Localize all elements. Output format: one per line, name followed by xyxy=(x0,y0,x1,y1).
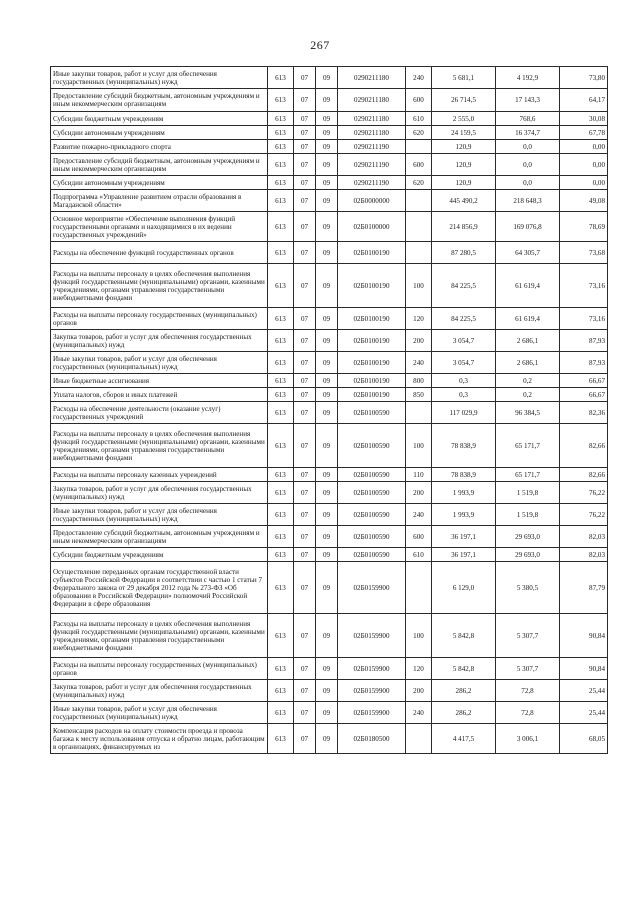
table-row xyxy=(51,388,608,402)
expense-type-cell: 620 xyxy=(406,126,432,140)
target-article-cell: 02Б0100000 xyxy=(338,212,406,242)
ministry-code-cell: 613 xyxy=(268,112,294,126)
ministry-code-cell: 613 xyxy=(268,190,294,212)
target-article-cell: 02Б0100190 xyxy=(338,352,406,374)
subsection-code-cell: 09 xyxy=(316,352,338,374)
execution-percent-cell: 0,00 xyxy=(560,154,608,176)
execution-percent-cell: 90,84 xyxy=(560,658,608,680)
subsection-code-cell: 09 xyxy=(316,562,338,614)
execution-percent-cell: 82,03 xyxy=(560,526,608,548)
ministry-code-cell: 613 xyxy=(268,352,294,374)
expense-type-cell: 200 xyxy=(406,482,432,504)
execution-percent-cell: 67,78 xyxy=(560,126,608,140)
subsection-code-cell: 09 xyxy=(316,504,338,526)
planned-amount-cell: 117 029,9 xyxy=(432,402,496,424)
actual-amount-cell: 5 307,7 xyxy=(496,658,560,680)
target-article-cell: 02Б0159900 xyxy=(338,680,406,702)
planned-amount-cell: 3 054,7 xyxy=(432,352,496,374)
execution-percent-cell: 66,67 xyxy=(560,374,608,388)
ministry-code-cell: 613 xyxy=(268,548,294,562)
actual-amount-cell: 16 374,7 xyxy=(496,126,560,140)
target-article-cell: 02Б0159900 xyxy=(338,702,406,724)
ministry-code-cell: 613 xyxy=(268,504,294,526)
ministry-code-cell: 613 xyxy=(268,140,294,154)
actual-amount-cell: 96 384,5 xyxy=(496,402,560,424)
expense-type-cell xyxy=(406,242,432,264)
subsection-code-cell: 09 xyxy=(316,402,338,424)
section-code-cell: 07 xyxy=(294,504,316,526)
ministry-code-cell: 613 xyxy=(268,242,294,264)
ministry-code-cell: 613 xyxy=(268,126,294,140)
execution-percent-cell: 68,05 xyxy=(560,724,608,754)
subsection-code-cell: 09 xyxy=(316,526,338,548)
expense-type-cell: 100 xyxy=(406,614,432,658)
expense-type-cell: 200 xyxy=(406,680,432,702)
section-code-cell: 07 xyxy=(294,702,316,724)
planned-amount-cell: 78 838,9 xyxy=(432,424,496,468)
planned-amount-cell: 445 490,2 xyxy=(432,190,496,212)
planned-amount-cell: 0,3 xyxy=(432,374,496,388)
actual-amount-cell: 0,2 xyxy=(496,388,560,402)
actual-amount-cell: 29 693,0 xyxy=(496,526,560,548)
actual-amount-cell: 1 519,8 xyxy=(496,504,560,526)
table-row xyxy=(51,264,608,308)
table-row xyxy=(51,424,608,468)
expense-type-cell: 850 xyxy=(406,388,432,402)
ministry-code-cell: 613 xyxy=(268,89,294,112)
expense-type-cell: 100 xyxy=(406,264,432,308)
expense-name-cell: Развитие пожарно-прикладного спорта xyxy=(51,140,268,154)
actual-amount-cell: 5 307,7 xyxy=(496,614,560,658)
section-code-cell: 07 xyxy=(294,352,316,374)
section-code-cell: 07 xyxy=(294,212,316,242)
section-code-cell: 07 xyxy=(294,614,316,658)
actual-amount-cell: 218 648,3 xyxy=(496,190,560,212)
ministry-code-cell: 613 xyxy=(268,330,294,352)
expense-name-cell: Расходы на выплаты персоналу государственных (муниципальных) органов xyxy=(51,308,268,330)
execution-percent-cell: 49,08 xyxy=(560,190,608,212)
actual-amount-cell: 2 686,1 xyxy=(496,352,560,374)
subsection-code-cell: 09 xyxy=(316,154,338,176)
expense-name-cell: Закупка товаров, работ и услуг для обеспечения государственных (муниципальных) нужд xyxy=(51,482,268,504)
expense-type-cell: 600 xyxy=(406,89,432,112)
execution-percent-cell: 78,69 xyxy=(560,212,608,242)
expense-type-cell: 610 xyxy=(406,112,432,126)
budget-table xyxy=(50,66,608,754)
subsection-code-cell: 09 xyxy=(316,658,338,680)
expense-type-cell xyxy=(406,212,432,242)
expense-type-cell xyxy=(406,562,432,614)
expense-type-cell: 600 xyxy=(406,526,432,548)
expense-name-cell: Расходы на выплаты персоналу казенных учреждений xyxy=(51,468,268,482)
ministry-code-cell: 613 xyxy=(268,374,294,388)
execution-percent-cell: 30,08 xyxy=(560,112,608,126)
target-article-cell: 02Б0100590 xyxy=(338,548,406,562)
table-row xyxy=(51,176,608,190)
expense-name-cell: Субсидии бюджетным учреждениям xyxy=(51,112,268,126)
actual-amount-cell: 72,8 xyxy=(496,702,560,724)
section-code-cell: 07 xyxy=(294,330,316,352)
target-article-cell: 02Б0100590 xyxy=(338,402,406,424)
table-row xyxy=(51,614,608,658)
section-code-cell: 07 xyxy=(294,176,316,190)
target-article-cell: 02Б0159900 xyxy=(338,562,406,614)
subsection-code-cell: 09 xyxy=(316,67,338,89)
actual-amount-cell: 72,8 xyxy=(496,680,560,702)
expense-name-cell: Подпрограмма «Управление развитием отрасли образования в Магаданской области» xyxy=(51,190,268,212)
table-row xyxy=(51,468,608,482)
expense-type-cell xyxy=(406,724,432,754)
target-article-cell: 02Б0100190 xyxy=(338,242,406,264)
table-row xyxy=(51,330,608,352)
actual-amount-cell: 0,2 xyxy=(496,374,560,388)
expense-name-cell: Иные закупки товаров, работ и услуг для обеспечения государственных (муниципальных) нужд xyxy=(51,504,268,526)
planned-amount-cell: 24 159,5 xyxy=(432,126,496,140)
actual-amount-cell: 0,0 xyxy=(496,176,560,190)
execution-percent-cell: 76,22 xyxy=(560,482,608,504)
actual-amount-cell: 64 305,7 xyxy=(496,242,560,264)
planned-amount-cell: 84 225,5 xyxy=(432,308,496,330)
planned-amount-cell: 87 280,5 xyxy=(432,242,496,264)
subsection-code-cell: 09 xyxy=(316,468,338,482)
execution-percent-cell: 0,00 xyxy=(560,140,608,154)
section-code-cell: 07 xyxy=(294,724,316,754)
expense-name-cell: Предоставление субсидий бюджетным, автономным учреждениям и иным некоммерческим организациям xyxy=(51,526,268,548)
section-code-cell: 07 xyxy=(294,154,316,176)
table-row xyxy=(51,112,608,126)
planned-amount-cell: 214 856,9 xyxy=(432,212,496,242)
target-article-cell: 0290211180 xyxy=(338,89,406,112)
subsection-code-cell: 09 xyxy=(316,702,338,724)
target-article-cell: 02Б0100190 xyxy=(338,308,406,330)
expense-type-cell: 610 xyxy=(406,548,432,562)
table-row xyxy=(51,724,608,754)
target-article-cell: 0290211180 xyxy=(338,112,406,126)
planned-amount-cell: 120,9 xyxy=(432,176,496,190)
planned-amount-cell: 3 054,7 xyxy=(432,330,496,352)
subsection-code-cell: 09 xyxy=(316,724,338,754)
section-code-cell: 07 xyxy=(294,548,316,562)
subsection-code-cell: 09 xyxy=(316,89,338,112)
section-code-cell: 07 xyxy=(294,482,316,504)
table-row xyxy=(51,67,608,89)
expense-type-cell: 240 xyxy=(406,702,432,724)
expense-name-cell: Предоставление субсидий бюджетным, автономным учреждениям и иным некоммерческим организациям xyxy=(51,89,268,112)
section-code-cell: 07 xyxy=(294,468,316,482)
subsection-code-cell: 09 xyxy=(316,680,338,702)
subsection-code-cell: 09 xyxy=(316,548,338,562)
section-code-cell: 07 xyxy=(294,89,316,112)
execution-percent-cell: 66,67 xyxy=(560,388,608,402)
subsection-code-cell: 09 xyxy=(316,190,338,212)
table-row xyxy=(51,702,608,724)
execution-percent-cell: 73,68 xyxy=(560,242,608,264)
planned-amount-cell: 0,3 xyxy=(432,388,496,402)
target-article-cell: 02Б0100590 xyxy=(338,468,406,482)
subsection-code-cell: 09 xyxy=(316,482,338,504)
table-row xyxy=(51,562,608,614)
expense-name-cell: Закупка товаров, работ и услуг для обеспечения государственных (муниципальных) нужд xyxy=(51,680,268,702)
table-row xyxy=(51,402,608,424)
planned-amount-cell: 5 842,8 xyxy=(432,658,496,680)
actual-amount-cell: 1 519,8 xyxy=(496,482,560,504)
section-code-cell: 07 xyxy=(294,242,316,264)
expense-name-cell: Иные закупки товаров, работ и услуг для обеспечения государственных (муниципальных) нужд xyxy=(51,67,268,89)
section-code-cell: 07 xyxy=(294,424,316,468)
actual-amount-cell: 2 686,1 xyxy=(496,330,560,352)
actual-amount-cell: 4 192,9 xyxy=(496,67,560,89)
target-article-cell: 0290211180 xyxy=(338,67,406,89)
actual-amount-cell: 5 380,5 xyxy=(496,562,560,614)
subsection-code-cell: 09 xyxy=(316,330,338,352)
planned-amount-cell: 36 197,1 xyxy=(432,526,496,548)
expense-type-cell: 620 xyxy=(406,176,432,190)
target-article-cell: 02Б0100190 xyxy=(338,264,406,308)
execution-percent-cell: 76,22 xyxy=(560,504,608,526)
ministry-code-cell: 613 xyxy=(268,402,294,424)
planned-amount-cell: 120,9 xyxy=(432,154,496,176)
section-code-cell: 07 xyxy=(294,658,316,680)
table-row xyxy=(51,190,608,212)
subsection-code-cell: 09 xyxy=(316,264,338,308)
expense-name-cell: Основное мероприятие «Обеспечение выполнения функций государственными органами и находящимися в их ведении государственных учреждений» xyxy=(51,212,268,242)
expense-name-cell: Расходы на выплаты персоналу в целях обеспечения выполнения функций государственными (муниципальными) органами, казенными учреждениями, органами управления государственными внебюджетными фондами xyxy=(51,614,268,658)
planned-amount-cell: 1 993,9 xyxy=(432,504,496,526)
planned-amount-cell: 120,9 xyxy=(432,140,496,154)
execution-percent-cell: 64,17 xyxy=(560,89,608,112)
planned-amount-cell: 78 838,9 xyxy=(432,468,496,482)
table-row xyxy=(51,154,608,176)
table-row xyxy=(51,89,608,112)
target-article-cell: 02Б0000000 xyxy=(338,190,406,212)
subsection-code-cell: 09 xyxy=(316,112,338,126)
execution-percent-cell: 73,80 xyxy=(560,67,608,89)
ministry-code-cell: 613 xyxy=(268,212,294,242)
expense-name-cell: Расходы на обеспечение функций государственных органов xyxy=(51,242,268,264)
ministry-code-cell: 613 xyxy=(268,562,294,614)
target-article-cell: 02Б0100590 xyxy=(338,526,406,548)
expense-type-cell: 240 xyxy=(406,67,432,89)
ministry-code-cell: 613 xyxy=(268,702,294,724)
subsection-code-cell: 09 xyxy=(316,176,338,190)
subsection-code-cell: 09 xyxy=(316,126,338,140)
expense-type-cell: 800 xyxy=(406,374,432,388)
expense-name-cell: Иные бюджетные ассигнования xyxy=(51,374,268,388)
ministry-code-cell: 613 xyxy=(268,482,294,504)
actual-amount-cell: 169 076,8 xyxy=(496,212,560,242)
execution-percent-cell: 73,16 xyxy=(560,308,608,330)
table-row xyxy=(51,308,608,330)
planned-amount-cell: 2 555,0 xyxy=(432,112,496,126)
expense-name-cell: Субсидии автономным учреждениям xyxy=(51,176,268,190)
execution-percent-cell: 82,66 xyxy=(560,468,608,482)
expense-name-cell: Закупка товаров, работ и услуг для обеспечения государственных (муниципальных) нужд xyxy=(51,330,268,352)
section-code-cell: 07 xyxy=(294,264,316,308)
execution-percent-cell: 82,03 xyxy=(560,548,608,562)
execution-percent-cell: 82,36 xyxy=(560,402,608,424)
target-article-cell: 02Б0100190 xyxy=(338,374,406,388)
expense-name-cell: Компенсация расходов на оплату стоимости проезда и провоза багажа к месту использования отпуска и обратно лицам, работающим в организациях, финансируемых из xyxy=(51,724,268,754)
expense-name-cell: Субсидии автономным учреждениям xyxy=(51,126,268,140)
planned-amount-cell: 4 417,5 xyxy=(432,724,496,754)
execution-percent-cell: 25,44 xyxy=(560,702,608,724)
section-code-cell: 07 xyxy=(294,67,316,89)
target-article-cell: 02Б0159900 xyxy=(338,614,406,658)
actual-amount-cell: 61 619,4 xyxy=(496,264,560,308)
table-row xyxy=(51,680,608,702)
section-code-cell: 07 xyxy=(294,526,316,548)
expense-name-cell: Расходы на выплаты персоналу в целях обеспечения выполнения функций государственными (муниципальными) органами, казенными учреждениями, органами управления государственными внебюджетными фондами xyxy=(51,264,268,308)
subsection-code-cell: 09 xyxy=(316,242,338,264)
target-article-cell: 02Б0100190 xyxy=(338,388,406,402)
execution-percent-cell: 82,66 xyxy=(560,424,608,468)
ministry-code-cell: 613 xyxy=(268,614,294,658)
ministry-code-cell: 613 xyxy=(268,154,294,176)
expense-name-cell: Уплата налогов, сборов и иных платежей xyxy=(51,388,268,402)
planned-amount-cell: 1 993,9 xyxy=(432,482,496,504)
execution-percent-cell: 73,16 xyxy=(560,264,608,308)
subsection-code-cell: 09 xyxy=(316,614,338,658)
table-row xyxy=(51,504,608,526)
expense-type-cell: 240 xyxy=(406,504,432,526)
ministry-code-cell: 613 xyxy=(268,658,294,680)
table-row xyxy=(51,242,608,264)
table-row xyxy=(51,126,608,140)
expense-type-cell: 240 xyxy=(406,352,432,374)
expense-name-cell: Расходы на выплаты персоналу государственных (муниципальных) органов xyxy=(51,658,268,680)
subsection-code-cell: 09 xyxy=(316,140,338,154)
execution-percent-cell: 87,93 xyxy=(560,330,608,352)
execution-percent-cell: 25,44 xyxy=(560,680,608,702)
actual-amount-cell: 65 171,7 xyxy=(496,424,560,468)
execution-percent-cell: 90,84 xyxy=(560,614,608,658)
table-row xyxy=(51,658,608,680)
table-row xyxy=(51,374,608,388)
actual-amount-cell: 3 006,1 xyxy=(496,724,560,754)
expense-name-cell: Иные закупки товаров, работ и услуг для обеспечения государственных (муниципальных) нужд xyxy=(51,352,268,374)
target-article-cell: 02Б0100590 xyxy=(338,482,406,504)
target-article-cell: 02Б0100590 xyxy=(338,504,406,526)
section-code-cell: 07 xyxy=(294,140,316,154)
table-row xyxy=(51,212,608,242)
ministry-code-cell: 613 xyxy=(268,176,294,190)
ministry-code-cell: 613 xyxy=(268,424,294,468)
planned-amount-cell: 5 681,1 xyxy=(432,67,496,89)
actual-amount-cell: 29 693,0 xyxy=(496,548,560,562)
target-article-cell: 02Б0100590 xyxy=(338,424,406,468)
subsection-code-cell: 09 xyxy=(316,388,338,402)
execution-percent-cell: 87,79 xyxy=(560,562,608,614)
table-body xyxy=(51,67,608,754)
section-code-cell: 07 xyxy=(294,190,316,212)
table-row xyxy=(51,548,608,562)
expense-name-cell: Расходы на выплаты персоналу в целях обеспечения выполнения функций государственными (муниципальными) органами, казенными учреждениями, органами управления государственными внебюджетными фондами xyxy=(51,424,268,468)
expense-type-cell: 120 xyxy=(406,658,432,680)
section-code-cell: 07 xyxy=(294,126,316,140)
section-code-cell: 07 xyxy=(294,388,316,402)
expense-type-cell: 200 xyxy=(406,330,432,352)
subsection-code-cell: 09 xyxy=(316,308,338,330)
subsection-code-cell: 09 xyxy=(316,374,338,388)
planned-amount-cell: 286,2 xyxy=(432,680,496,702)
expense-type-cell: 600 xyxy=(406,154,432,176)
expense-type-cell: 100 xyxy=(406,424,432,468)
expense-name-cell: Расходы на обеспечение деятельности (оказание услуг) государственных учреждений xyxy=(51,402,268,424)
expense-type-cell xyxy=(406,190,432,212)
section-code-cell: 07 xyxy=(294,562,316,614)
planned-amount-cell: 36 197,1 xyxy=(432,548,496,562)
target-article-cell: 0290211180 xyxy=(338,126,406,140)
page-number: 267 xyxy=(310,38,330,52)
ministry-code-cell: 613 xyxy=(268,526,294,548)
expense-type-cell xyxy=(406,402,432,424)
ministry-code-cell: 613 xyxy=(268,468,294,482)
ministry-code-cell: 613 xyxy=(268,308,294,330)
target-article-cell: 02Б0100190 xyxy=(338,330,406,352)
subsection-code-cell: 09 xyxy=(316,424,338,468)
expense-name-cell: Иные закупки товаров, работ и услуг для обеспечения государственных (муниципальных) нужд xyxy=(51,702,268,724)
ministry-code-cell: 613 xyxy=(268,67,294,89)
planned-amount-cell: 6 129,0 xyxy=(432,562,496,614)
actual-amount-cell: 65 171,7 xyxy=(496,468,560,482)
target-article-cell: 02Б0180500 xyxy=(338,724,406,754)
planned-amount-cell: 5 842,8 xyxy=(432,614,496,658)
expense-name-cell: Субсидии бюджетным учреждениям xyxy=(51,548,268,562)
actual-amount-cell: 61 619,4 xyxy=(496,308,560,330)
planned-amount-cell: 26 714,5 xyxy=(432,89,496,112)
planned-amount-cell: 84 225,5 xyxy=(432,264,496,308)
ministry-code-cell: 613 xyxy=(268,264,294,308)
expense-type-cell: 110 xyxy=(406,468,432,482)
subsection-code-cell: 09 xyxy=(316,212,338,242)
section-code-cell: 07 xyxy=(294,680,316,702)
expense-name-cell: Предоставление субсидий бюджетным, автономным учреждениям и иным некоммерческим организациям xyxy=(51,154,268,176)
expense-type-cell xyxy=(406,140,432,154)
target-article-cell: 02Б0159900 xyxy=(338,658,406,680)
section-code-cell: 07 xyxy=(294,402,316,424)
table-row xyxy=(51,140,608,154)
expense-name-cell: Осуществление переданных органам государственной власти субъектов Российской Федерации в соответствии с частью 1 статьи 7 Федерального закона от 29 декабря 2012 года № 273-ФЗ «Об образовании в Российской Федерации» полномочий Российской Федерации в сфере образования xyxy=(51,562,268,614)
section-code-cell: 07 xyxy=(294,112,316,126)
ministry-code-cell: 613 xyxy=(268,388,294,402)
target-article-cell: 0290211190 xyxy=(338,176,406,190)
expense-type-cell: 120 xyxy=(406,308,432,330)
ministry-code-cell: 613 xyxy=(268,724,294,754)
table-row xyxy=(51,352,608,374)
section-code-cell: 07 xyxy=(294,374,316,388)
execution-percent-cell: 0,00 xyxy=(560,176,608,190)
actual-amount-cell: 768,6 xyxy=(496,112,560,126)
actual-amount-cell: 0,0 xyxy=(496,154,560,176)
section-code-cell: 07 xyxy=(294,308,316,330)
table-row xyxy=(51,526,608,548)
actual-amount-cell: 17 143,3 xyxy=(496,89,560,112)
ministry-code-cell: 613 xyxy=(268,680,294,702)
target-article-cell: 0290211190 xyxy=(338,140,406,154)
target-article-cell: 0290211190 xyxy=(338,154,406,176)
planned-amount-cell: 286,2 xyxy=(432,702,496,724)
execution-percent-cell: 87,93 xyxy=(560,352,608,374)
table-row xyxy=(51,482,608,504)
actual-amount-cell: 0,0 xyxy=(496,140,560,154)
